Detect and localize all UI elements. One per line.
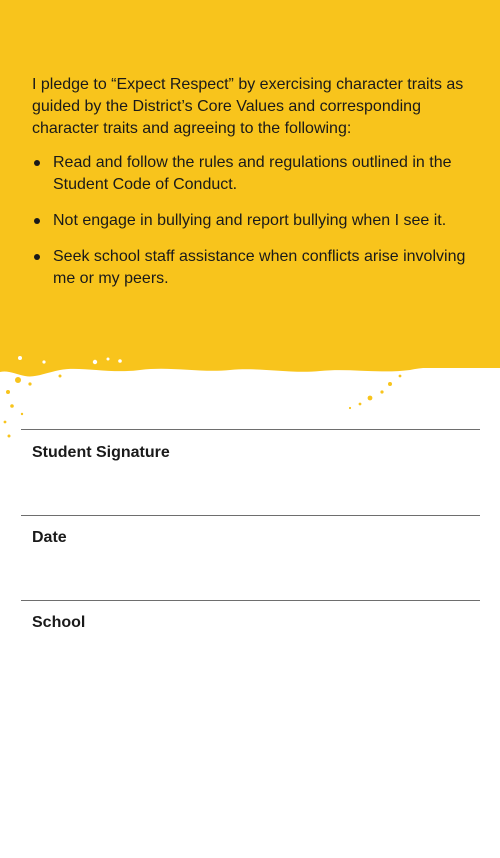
list-item: Read and follow the rules and regulations outlined in the Student Code of Conduct. [32,152,472,196]
pledge-list [32,152,472,304]
list-item: Seek school staff assistance when conflicts arise involving me or my peers. [32,246,472,290]
list-item: Not engage in bullying and report bullying when I see it. [32,210,472,232]
brush-stroke-edge [0,340,500,450]
school-label: School [32,614,86,631]
signature-label: Student Signature [32,444,170,461]
pledge-intro-text: I pledge to “Expect Respect” by exercising character traits as guided by the District’s Core Values and corresponding character traits and agreeing to the following: [32,76,464,137]
school-line[interactable] [21,600,480,601]
signature-line[interactable] [21,429,480,430]
date-line[interactable] [21,515,480,516]
date-label: Date [32,529,67,546]
